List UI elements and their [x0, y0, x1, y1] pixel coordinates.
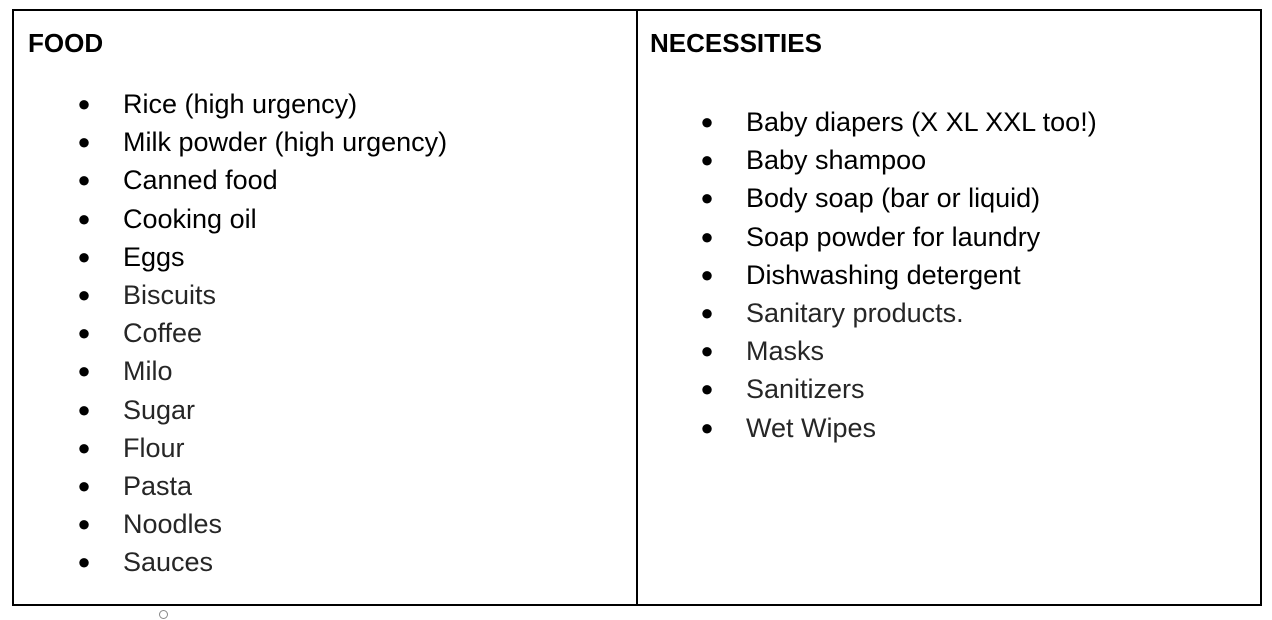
list-item-text: Biscuits [123, 279, 217, 310]
list-item-text: Wet Wipes [746, 412, 877, 443]
list-item-text: Baby diapers (X XL XXL too!) [746, 107, 1097, 137]
list-item-text: Flour [123, 432, 185, 463]
list-item-text: Eggs [123, 241, 185, 272]
list-item-text: Sanitary products. [746, 297, 964, 328]
bullet-icon: ● [77, 91, 91, 116]
bullet-icon: ● [700, 223, 714, 249]
necessities-heading: NECESSITIES [650, 28, 822, 58]
list-item-text: Milo [123, 356, 173, 387]
bullet-icon: ● [700, 261, 714, 287]
bullet-icon: ● [700, 299, 714, 325]
list-item-text: Rice (high urgency) [123, 89, 358, 119]
bullet-icon: ● [77, 167, 91, 193]
donation-list-table [12, 9, 1262, 606]
list-item-text: Coffee [123, 318, 203, 349]
bullet-icon: ● [77, 511, 91, 537]
bullet-icon: ● [700, 414, 714, 440]
bullet-icon: ● [700, 147, 714, 173]
bullet-icon: ● [77, 243, 91, 269]
necessities-column [638, 11, 1260, 604]
list-item-text: Sauces [123, 547, 214, 578]
list-item-text: Noodles [123, 509, 223, 540]
bullet-icon: ● [77, 434, 91, 460]
bullet-icon: ● [77, 129, 91, 155]
bullet-icon: ● [77, 205, 91, 231]
list-item-text: Soap powder for laundry [746, 221, 1041, 252]
list-item-text: Pasta [123, 470, 193, 501]
bullet-icon: ● [77, 281, 91, 307]
list-item-text: Baby shampoo [746, 145, 927, 176]
bullet-icon: ● [77, 358, 91, 384]
bullet-icon: ● [77, 472, 91, 498]
circle-mark-icon [159, 610, 168, 619]
bullet-icon: ● [77, 320, 91, 346]
bullet-icon: ● [700, 376, 714, 402]
list-item-text: Canned food [123, 165, 278, 196]
list-item-text: Cooking oil [123, 203, 257, 234]
list-item-text: Sugar [123, 394, 196, 425]
list-item-text: Milk powder (high urgency) [123, 127, 448, 158]
list-item-text: Dishwashing detergent [746, 259, 1021, 290]
list-item-text: Masks [746, 336, 825, 367]
food-column [14, 11, 638, 604]
bullet-icon: ● [700, 338, 714, 364]
bullet-icon: ● [700, 109, 714, 134]
bullet-icon: ● [77, 549, 91, 575]
food-heading: FOOD [28, 28, 104, 58]
list-item-text: Body soap (bar or liquid) [746, 183, 1041, 214]
list-item-text: Sanitizers [746, 374, 865, 405]
bullet-icon: ● [77, 396, 91, 422]
bullet-icon: ● [700, 185, 714, 211]
